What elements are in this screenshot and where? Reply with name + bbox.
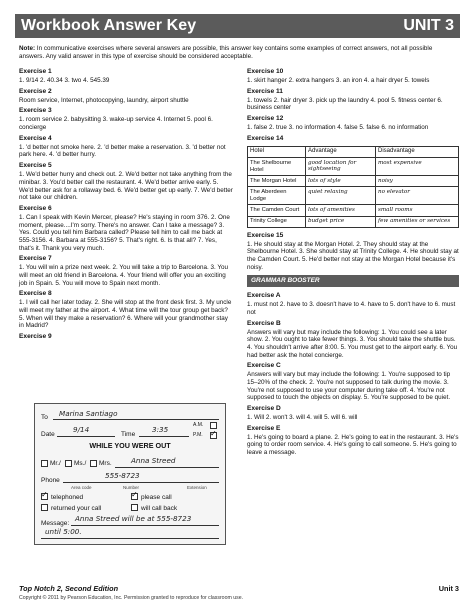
right-column — [247, 68, 459, 460]
mr-label: Mr./ — [50, 460, 61, 467]
will-call-back-label: will call back — [141, 505, 178, 512]
exercise-block — [19, 68, 233, 85]
exercise-answers: 1. room service 2. babysitting 3. wake-up service 4. Internet 5. pool 6. concierge — [19, 116, 213, 132]
time-label: Time — [121, 431, 136, 438]
exercise-answers: 1. skirt hanger 2. extra hangers 3. an iron 4. a hair dryer 5. towels — [247, 77, 430, 85]
table-header: Disadvantage — [376, 146, 459, 157]
table-cell: few amenities or services — [376, 216, 459, 227]
exercise-answers: 1. Can I speak with Kevin Mercer, please? He's staying in room 376. 2. One moment, please....I'm sorry. There's no answer. Can I take a message? 3. Yes. Could you tell him Barbara called? Please tell him to call me back at 555-3156. 4. Barbara at 555-3156? 5. That's right. 6. Is that all? 7. Yes, that's it. Thank you very much. — [19, 213, 230, 252]
exercise-title: Exercise 2 — [19, 87, 52, 95]
exercise-title: Exercise 9 — [19, 333, 52, 341]
exercise-answers: 1. false 2. true 3. no information 4. false 5. false 6. no information — [247, 124, 429, 132]
exercise-title: Exercise 1 — [19, 68, 52, 75]
exercise-title: Exercise C — [247, 362, 281, 370]
exercise-block — [247, 88, 459, 112]
am-checkbox[interactable] — [210, 422, 217, 429]
exercise-title: Exercise D — [247, 405, 281, 413]
exercise-answers: 1. He should stay at the Morgan Hotel. 2. They should stay at the Shelbourne Hotel. 3. She should stay at Trinity College. 4. He should stay at the Camden Court. 5. He'd better not stay at the Morgan Hotel because it's noisy. — [247, 240, 459, 271]
exercise-answers: 1. towels 2. hair dryer 3. pick up the laundry 4. pool 5. fitness center 6. business center — [247, 96, 443, 112]
exercise-block — [247, 115, 459, 132]
exercise-title: Exercise A — [247, 292, 281, 300]
table-row — [248, 205, 459, 216]
table-cell: The Camden Court — [248, 205, 306, 216]
exercise-block — [247, 362, 459, 402]
to-value: Marina Santiago — [59, 409, 118, 418]
page-title: Workbook Answer Key — [21, 17, 197, 35]
note-text: In communicative exercises where several answers are possible, this answer key contains some examples of correct answers, not all possible answers. Any valid answer in this type of exercise should be considered acceptable. — [19, 45, 433, 60]
exercise-block — [19, 255, 233, 287]
time-value: 3:35 — [152, 425, 169, 434]
number-label: Number — [123, 485, 140, 490]
table-cell: Trinity College — [248, 216, 306, 227]
exercise-block — [19, 205, 233, 252]
page-footer — [19, 585, 459, 601]
am-label: A.M. — [193, 422, 204, 428]
table-cell: lots of style — [306, 176, 376, 187]
exercise-answers: Room service, Internet, photocopying, laundry, airport shuttle — [19, 96, 189, 104]
exercise-block — [19, 88, 233, 105]
table-header: Advantage — [306, 146, 376, 157]
exercise-title: Exercise 8 — [19, 290, 52, 298]
will-call-back-checkbox[interactable] — [131, 504, 138, 511]
exercise-answers: 1. 9/14 2. 40.34 3. two 4. 545.39 — [19, 77, 110, 85]
exercise-title: Exercise 14 — [247, 134, 284, 142]
exercise-answers: 1. We'd better hurry and check out. 2. We'd better not take anything from the minibar. 3. You'd better call the restaurant. 4. We'd better arrive early. 5. We'd better ask for a rollaway bed. 6. We'd better get up early. 7. We'd better not take our children. — [19, 171, 233, 202]
table-cell: budget price — [306, 216, 376, 227]
exercise-block — [19, 162, 233, 202]
table-cell: lots of amenities — [306, 205, 376, 216]
footer-unit: Unit 3 — [438, 584, 459, 593]
mrs-checkbox[interactable] — [90, 460, 97, 467]
exercise-block — [247, 292, 459, 316]
checkmark-icon: ✓ — [131, 490, 138, 499]
table-row — [248, 216, 459, 227]
ms-checkbox[interactable] — [65, 460, 72, 467]
message-label: Message: — [41, 520, 70, 527]
note-label: Note: — [19, 45, 36, 52]
copyright-text: Copyright © 2011 by Pearson Education, Inc. Permission granted to reproduce for classroom use. — [19, 594, 244, 601]
to-label: To — [41, 414, 48, 421]
exercise-title: Exercise 11 — [247, 87, 283, 95]
note-paragraph — [19, 45, 457, 61]
table-header: Hotel — [248, 146, 306, 157]
table-cell: The Shelbourne Hotel — [248, 158, 306, 176]
table-row — [248, 176, 459, 187]
memo-title: WHILE YOU WERE OUT — [89, 441, 171, 450]
exercise-block — [19, 135, 233, 159]
exercise-title: Exercise 10 — [247, 68, 284, 75]
telephoned-label: telephoned — [51, 494, 84, 501]
phone-label: Phone — [41, 477, 60, 484]
exercise-block — [19, 107, 233, 131]
hotel-table — [247, 146, 459, 228]
message-line-1-text: Anna Streed will be at 555-8723 — [75, 514, 192, 523]
exercise-answers: 1. Will 2. won't 3. will 4. will 5. will 6. will — [247, 414, 358, 422]
exercise-block — [247, 425, 459, 457]
exercise-title: Exercise B — [247, 319, 281, 327]
exercise-title: Exercise 5 — [19, 162, 52, 170]
date-label: Date — [41, 431, 55, 438]
table-cell: most expensive — [376, 158, 459, 176]
phone-value: 555-8723 — [105, 471, 140, 480]
exercise-answers: 1. I will call her later today. 2. She will stop at the front desk first. 3. My uncle will meet my father at the airport. 4. What time will the tour group get back? 5. When will they make a reservation? 6. Where will your grandmother stay in Madrid? — [19, 299, 232, 330]
table-cell: noisy — [376, 176, 459, 187]
exercise-answers: Answers will vary but may include the following: 1. You could see a later show. 2. You ought to take fewer things. 3. You should take the shuttle bus. 4. You shouldn't arrive after 8:00. 5. You must get to the airport early. 6. You had better ask the hotel concierge. — [247, 328, 458, 359]
area-code-label: Area code — [71, 485, 92, 490]
please-call-label: please call — [141, 494, 172, 501]
exercise-answers: 1. 'd better not smoke here. 2. 'd better make a reservation. 3. 'd better not park here. 4. 'd better hurry. — [19, 143, 226, 159]
table-cell: The Aberdeen Lodge — [248, 187, 306, 205]
grammar-booster-banner: GRAMMAR BOOSTER — [247, 275, 459, 287]
exercise-block — [247, 232, 459, 272]
mrs-label: Mrs. — [99, 460, 112, 467]
table-cell: good location for sightseeing — [306, 158, 376, 176]
returned-call-checkbox[interactable] — [41, 504, 48, 511]
left-column — [19, 68, 233, 344]
phone-line — [63, 473, 219, 483]
table-cell: no elevator — [376, 187, 459, 205]
table-row — [248, 158, 459, 176]
exercise-block — [247, 68, 459, 85]
exercise-title: Exercise 7 — [19, 255, 52, 263]
date-value: 9/14 — [73, 425, 90, 434]
exercise-block — [247, 135, 459, 143]
extension-label: Extension — [187, 485, 207, 490]
exercise-title: Exercise 3 — [19, 107, 52, 115]
exercise-title: Exercise E — [247, 424, 281, 432]
page-header — [15, 14, 460, 38]
exercise-title: Exercise 6 — [19, 204, 52, 212]
exercise-title: Exercise 4 — [19, 134, 52, 142]
name-value: Anna Streed — [131, 456, 176, 465]
returned-call-label: returned your call — [51, 505, 102, 512]
checkmark-icon: ✓ — [210, 429, 217, 438]
ms-label: Ms./ — [74, 460, 87, 467]
pm-label: P.M. — [193, 432, 203, 438]
book-title: Top Notch 2, Second Edition — [19, 584, 119, 593]
table-cell: The Morgan Hotel — [248, 176, 306, 187]
mr-checkbox[interactable] — [41, 460, 48, 467]
unit-label: UNIT 3 — [403, 17, 454, 35]
table-header-row — [248, 146, 459, 157]
exercise-answers: Answers will vary but may include the following: 1. You're supposed to tip 15–20% of the check. 2. You're not supposed to talk during the movie. 3. You're not supposed to use your computer during take off. 4. You're not supposed to touch the objects on display. 5. You're supposed to be quiet. — [247, 371, 451, 402]
exercise-block — [19, 333, 233, 341]
exercise-answers: 1. He's going to board a plane. 2. He's going to eat in the restaurant. 3. He's going to order room service. 4. He's going to call someone. 5. He's going to leave a message. — [247, 433, 459, 457]
exercise-title: Exercise 12 — [247, 115, 284, 123]
exercise-title: Exercise 15 — [247, 231, 284, 239]
exercise-block — [19, 290, 233, 330]
table-cell: quiet relaxing — [306, 187, 376, 205]
checkmark-icon: ✓ — [41, 490, 48, 499]
table-row — [248, 187, 459, 205]
phone-message-form — [34, 403, 226, 545]
message-line-2-text: until 5:00. — [45, 527, 82, 536]
table-cell: small rooms — [376, 205, 459, 216]
exercise-answers: 1. must not 2. have to 3. doesn't have to 4. have to 5. don't have to 6. must not — [247, 301, 456, 316]
exercise-block — [247, 320, 459, 360]
exercise-answers: 1. You will win a prize next week. 2. You will take a trip to Barcelona. 3. You will meet an old friend in Barcelona. 4. Your friend will offer you an exciting job in Spain. 5. You will move to Spain next month. — [19, 264, 228, 287]
exercise-block — [247, 405, 459, 422]
